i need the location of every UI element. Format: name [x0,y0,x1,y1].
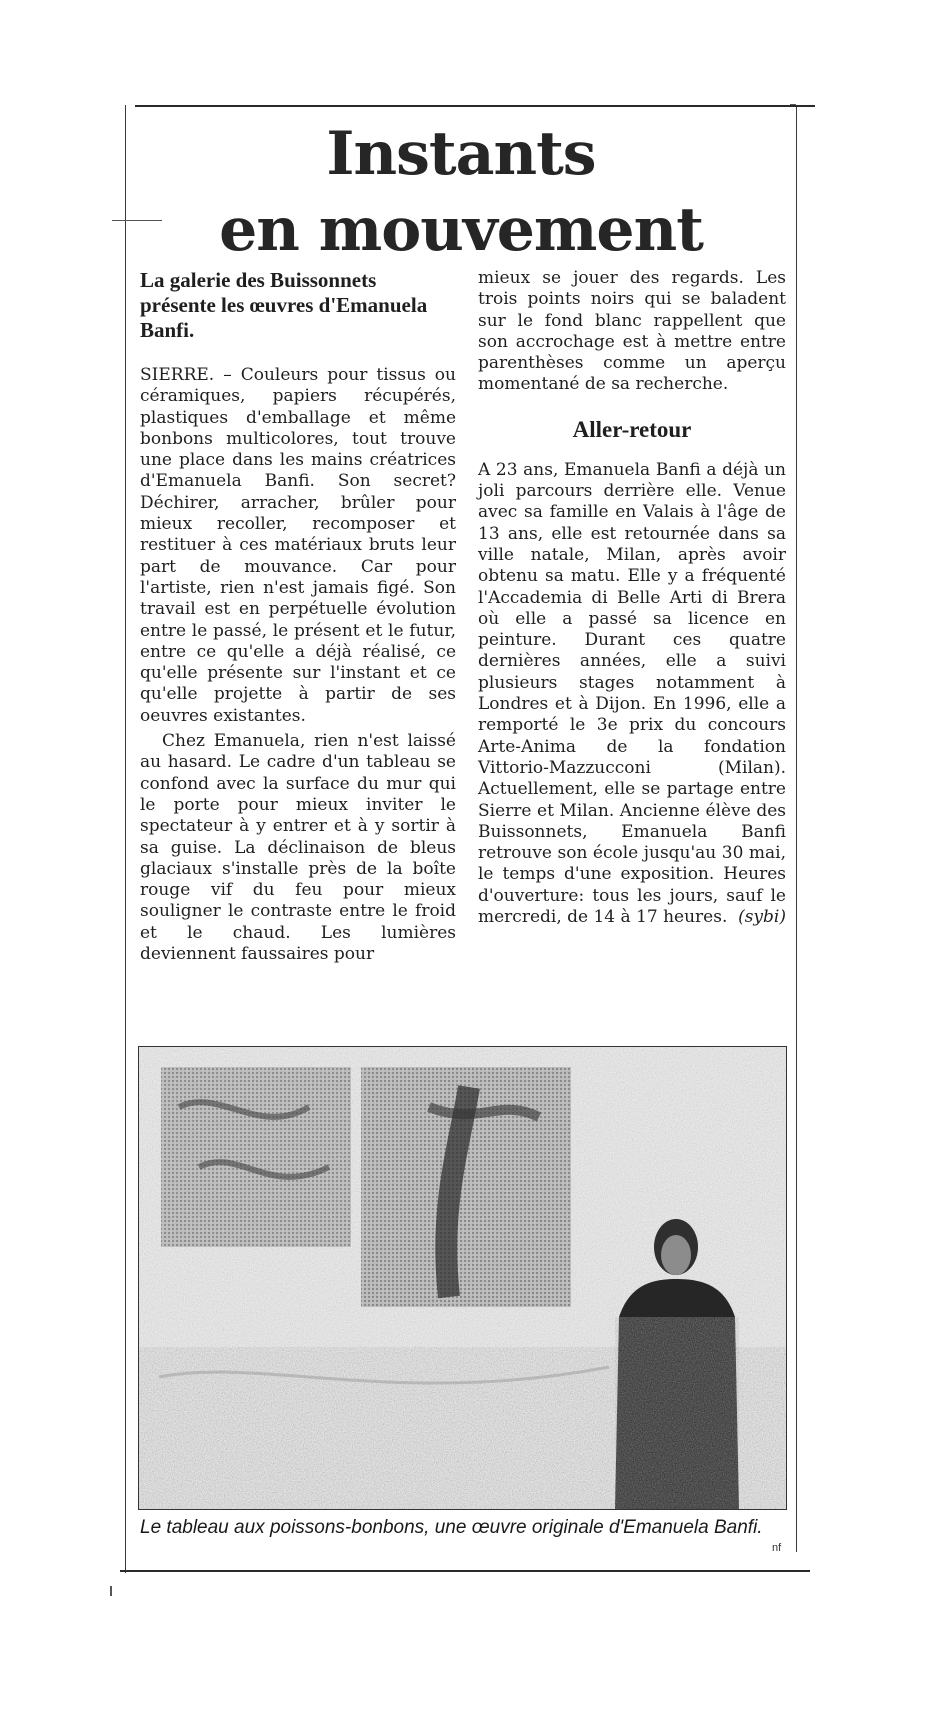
article-headline [120,116,802,268]
left-column [140,268,456,965]
bottom-rule [120,1570,810,1572]
paragraph-3: mieux se jouer des regards. Les trois points noirs qui se baladent sur le fond blanc rappellent que son accrochage est à mettre entre parenthèses comme un aperçu momentané de sa recherche. [478,268,786,395]
scan-mark [110,1586,112,1596]
photo-image [139,1047,786,1509]
paragraph-4 [478,460,786,929]
article-lead: La galerie des Buissonnets présente les œuvres d'Emanuela Banfi. [140,268,428,342]
paragraph-2: Chez Emanuela, rien n'est laissé au hasard. Le cadre d'un tableau se confond avec la surface du mur qui le porte pour mieux inviter le spectateur à y entrer et à y sortir à sa guise. La déclinaison de bleus glaciaux s'installe près de la boîte rouge vif du feu pour mieux souligner le contraste entre le froid et le chaud. Les lumières deviennent faussaires pour [140,731,456,965]
top-rule [135,105,815,107]
article-photo [138,1046,787,1510]
headline-line-2: en mouvement [219,195,703,265]
author-byline: (sybi) [738,907,786,928]
photo-caption: Le tableau aux poissons-bonbons, une œuvre originale d'Emanuela Banfi. [140,1517,763,1538]
headline-line-1: Instants [326,119,596,189]
scan-mark [790,104,796,105]
section-subhead: Aller-retour [572,416,692,442]
photo-credit: nf [772,1542,782,1554]
paragraph-1: SIERRE. – Couleurs pour tissus ou céramiques, papiers récupérés, plastiques d'emballage et même bonbons multicolores, tout trouve une place dans les mains créatrices d'Emanuela Banfi. Son secret? Déchirer, arracher, brûler pour mieux recoller, recomposer et restituer à ces matériaux bruts leur part de mouvance. Car pour l'artiste, rien n'est jamais figé. Son travail est en perpétuelle évolution entre le passé, le présent et le futur, entre ce qu'elle a déjà réalisé, ce qu'elle présente sur l'instant et ce qu'elle projette à partir de ses oeuvres existantes. [140,365,456,726]
paragraph-4-text: A 23 ans, Emanuela Banfi a déjà un joli parcours derrière elle. Venue avec sa famille en Valais à l'âge de 13 ans, elle est retournée dans sa ville natale, Milan, après avoir obtenu sa matu. Elle y a fréquenté l'Accademia di Belle Arti di Brera où elle a passé sa licence en peinture. Durant ces quatre dernières années, elle a suivi plusieurs stages notamment à Londres et à Dijon. En 1996, elle a remporté le 3e prix du concours Arte-Anima de la fondation Vittorio-Mazzucconi (Milan). Actuellement, elle se partage entre Sierre et Milan. Ancienne élève des Buissonnets, Emanuela Banfi retrouve son école jusqu'au 30 mai, le temps d'une exposition. Heures d'ouverture: tous les jours, sauf le mercredi, de 14 à 17 heures. [478,459,786,928]
left-rule [125,105,126,1573]
newspaper-clipping [120,102,802,1582]
scan-mark [112,220,162,221]
right-rule [796,107,797,1552]
right-column [478,268,786,928]
